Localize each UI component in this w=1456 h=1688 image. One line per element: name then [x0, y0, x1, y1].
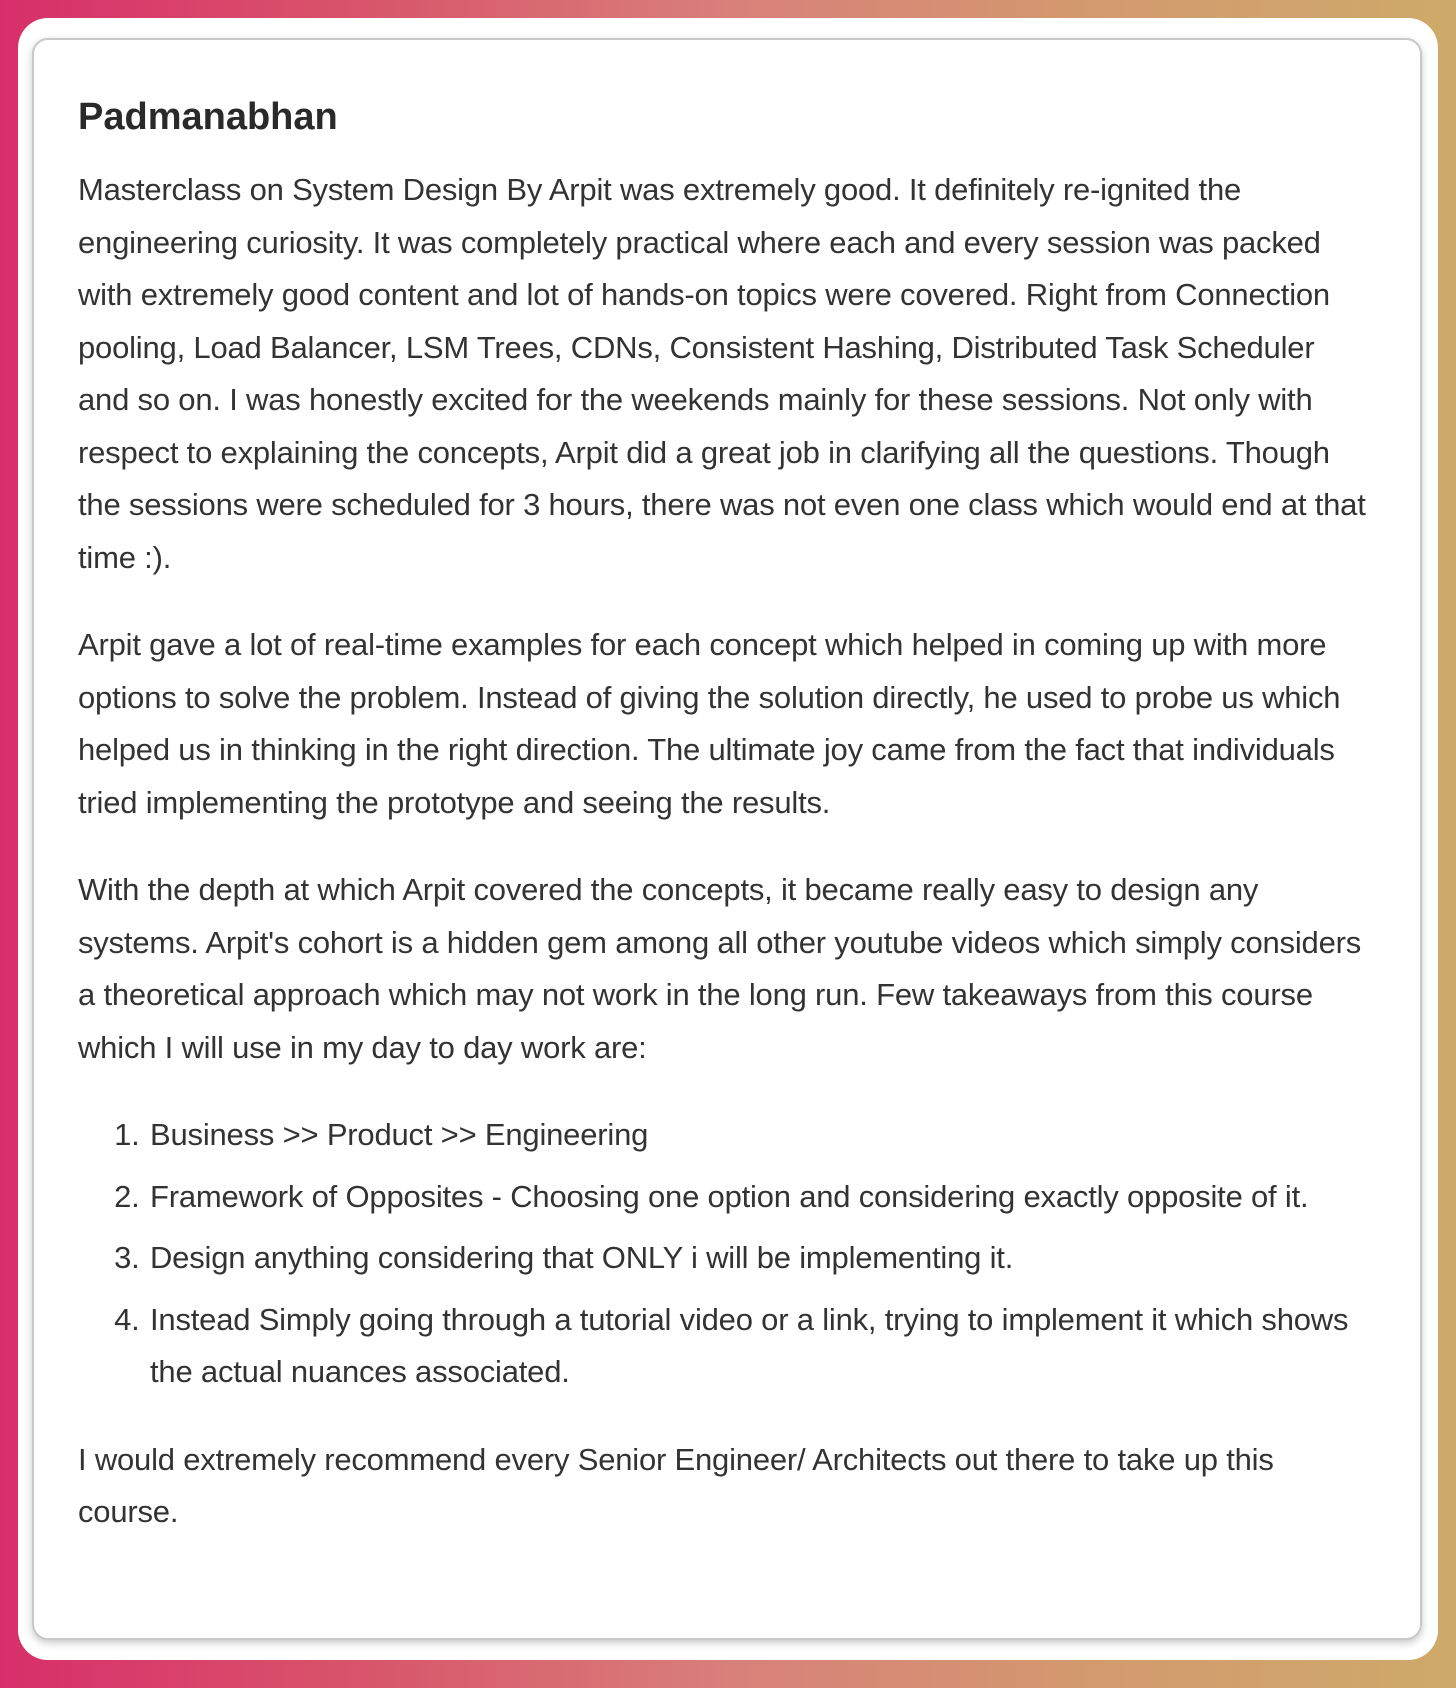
takeaway-item: 3. Design anything considering that ONLY i will be implementing it. [148, 1232, 1372, 1285]
review-paragraph: Arpit gave a lot of real-time examples for each concept which helped in coming up with more options to solve the problem. Instead of giving the solution directly, he used to probe us which helped us in thinking in the right direction. The ultimate joy came from the fact that individuals tried implementing the prototype and seeing the results. [78, 627, 1341, 820]
takeaway-item: 2. Framework of Opposites - Choosing one option and considering exactly opposite of it. [148, 1171, 1372, 1224]
testimonial-frame [18, 18, 1438, 1660]
takeaway-item: 1. Business >> Product >> Engineering [148, 1109, 1372, 1162]
review-paragraph: Masterclass on System Design By Arpit was extremely good. It definitely re-ignited the engineering curiosity. It was completely practical where each and every session was packed with extremely good content and lot of hands-on topics were covered. Right from Connection pooling, Load Balancer, LSM Trees, CDNs, Consistent Hashing, Distributed Task Scheduler and so on. I was honestly excited for the weekends mainly for these sessions. Not only with respect to explaining the concepts, Arpit did a great job in clarifying all the questions. Though the sessions were scheduled for 3 hours, there was not even one class which would end at that time :). [78, 172, 1366, 575]
takeaways-list [78, 1109, 1372, 1399]
closing-paragraph: I would extremely recommend every Senior Engineer/ Architects out there to take up this course. [78, 1441, 1274, 1529]
review-paragraph: With the depth at which Arpit covered the concepts, it became really easy to design any systems. Arpit's cohort is a hidden gem among all other youtube videos which simply considers a theoretical approach which may not work in the long run. Few takeaways from this course which I will use in my day to day work are: [78, 872, 1362, 1065]
reviewer-name: Padmanabhan [78, 96, 338, 138]
takeaway-item: 4. Instead Simply going through a tutorial video or a link, trying to implement it which shows the actual nuances associated. [148, 1294, 1372, 1399]
testimonial-card [32, 38, 1422, 1640]
